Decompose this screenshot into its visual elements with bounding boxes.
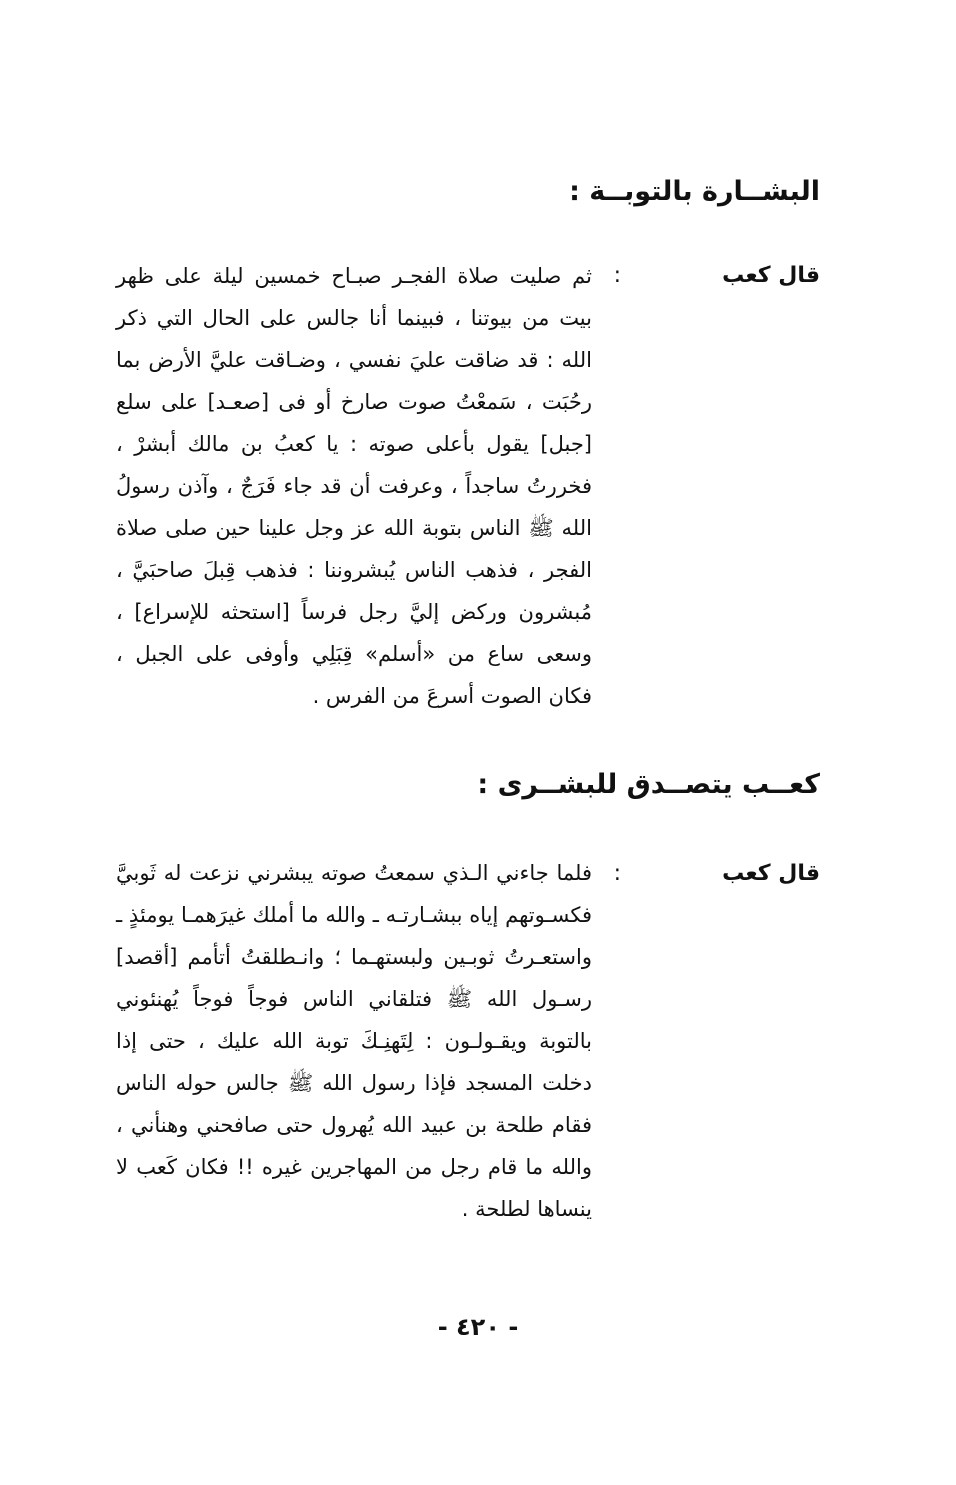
- section-heading-good-news: البشــارة بالتوبــة :: [569, 176, 820, 207]
- speaker-colon: :: [613, 861, 621, 886]
- page-number: - ٤٢٠ -: [437, 1313, 519, 1341]
- speaker-label: قال كعب: [722, 263, 820, 288]
- speaker-colon: :: [613, 263, 621, 288]
- speaker-label: قال كعب: [722, 861, 820, 886]
- section-heading-charity: كعــب يتصــدق للبشــرى :: [477, 769, 820, 800]
- paragraph-charity: فلما جاءني الـذي سمعتُ صوته يبشرني نزعت له ثَوبيَّ فكسـوتهم إياه ببشـارتـه ـ والله ما أملك غيرَهمـا يومئذٍ ـ واستعـرتُ ثوبـين ولبستهـما ؛ وانـطلقتُ أتأمم [أقصد] رسـول الله ﷺ فتلقاني الناس فوجاً فوجاً يُهنئوني بالتوبة ويقـولـون : لِتَهنِـكَ توبة الله عليك ، حتى إذا دخلت المسجد فإذا رسول الله ﷺ جالس حوله الناس فقام طلحة بن عبيد الله يُهرول حتى صافحني وهنأني ، والله ما قام رجل من المهاجرين غيره !! فكان كَعب لا ينساها لطلحة .: [116, 861, 592, 1221]
- paragraph-good-news: ثم صليت صلاة الفجـر صبـاح خمسين ليلة على ظهر بيت من بيوتنا ، فبينما أنا جالس على الحال التي ذكر الله : قد ضاقت عليَ نفسي ، وضـاقت عليَّ الأرض بما رحُبَت ، سَمعْتُ صوت صارخ أو فى [صعـد] على سلع [جبل] يقول بأعلى صوته : يا كعبُ بن مالك أبشرْ ، فخررتُ ساجداً ، وعرفت أن قد جاء فَرَجٌ ، وآذن رسولُ الله ﷺ الناس بتوبة الله عز وجل علينا حين صلى صلاة الفجر ، فذهب الناس يُبشروننا : فذهب قِبلَ صاحبَيَّ ، مُبشرون وركض إليَّ رجل فرساً [استحثه للإسراع] ، وسعى ساع من «أسلم» قِبَلِي وأوفى على الجبل ، فكان الصوت أسرعَ من الفرس .: [116, 264, 592, 708]
